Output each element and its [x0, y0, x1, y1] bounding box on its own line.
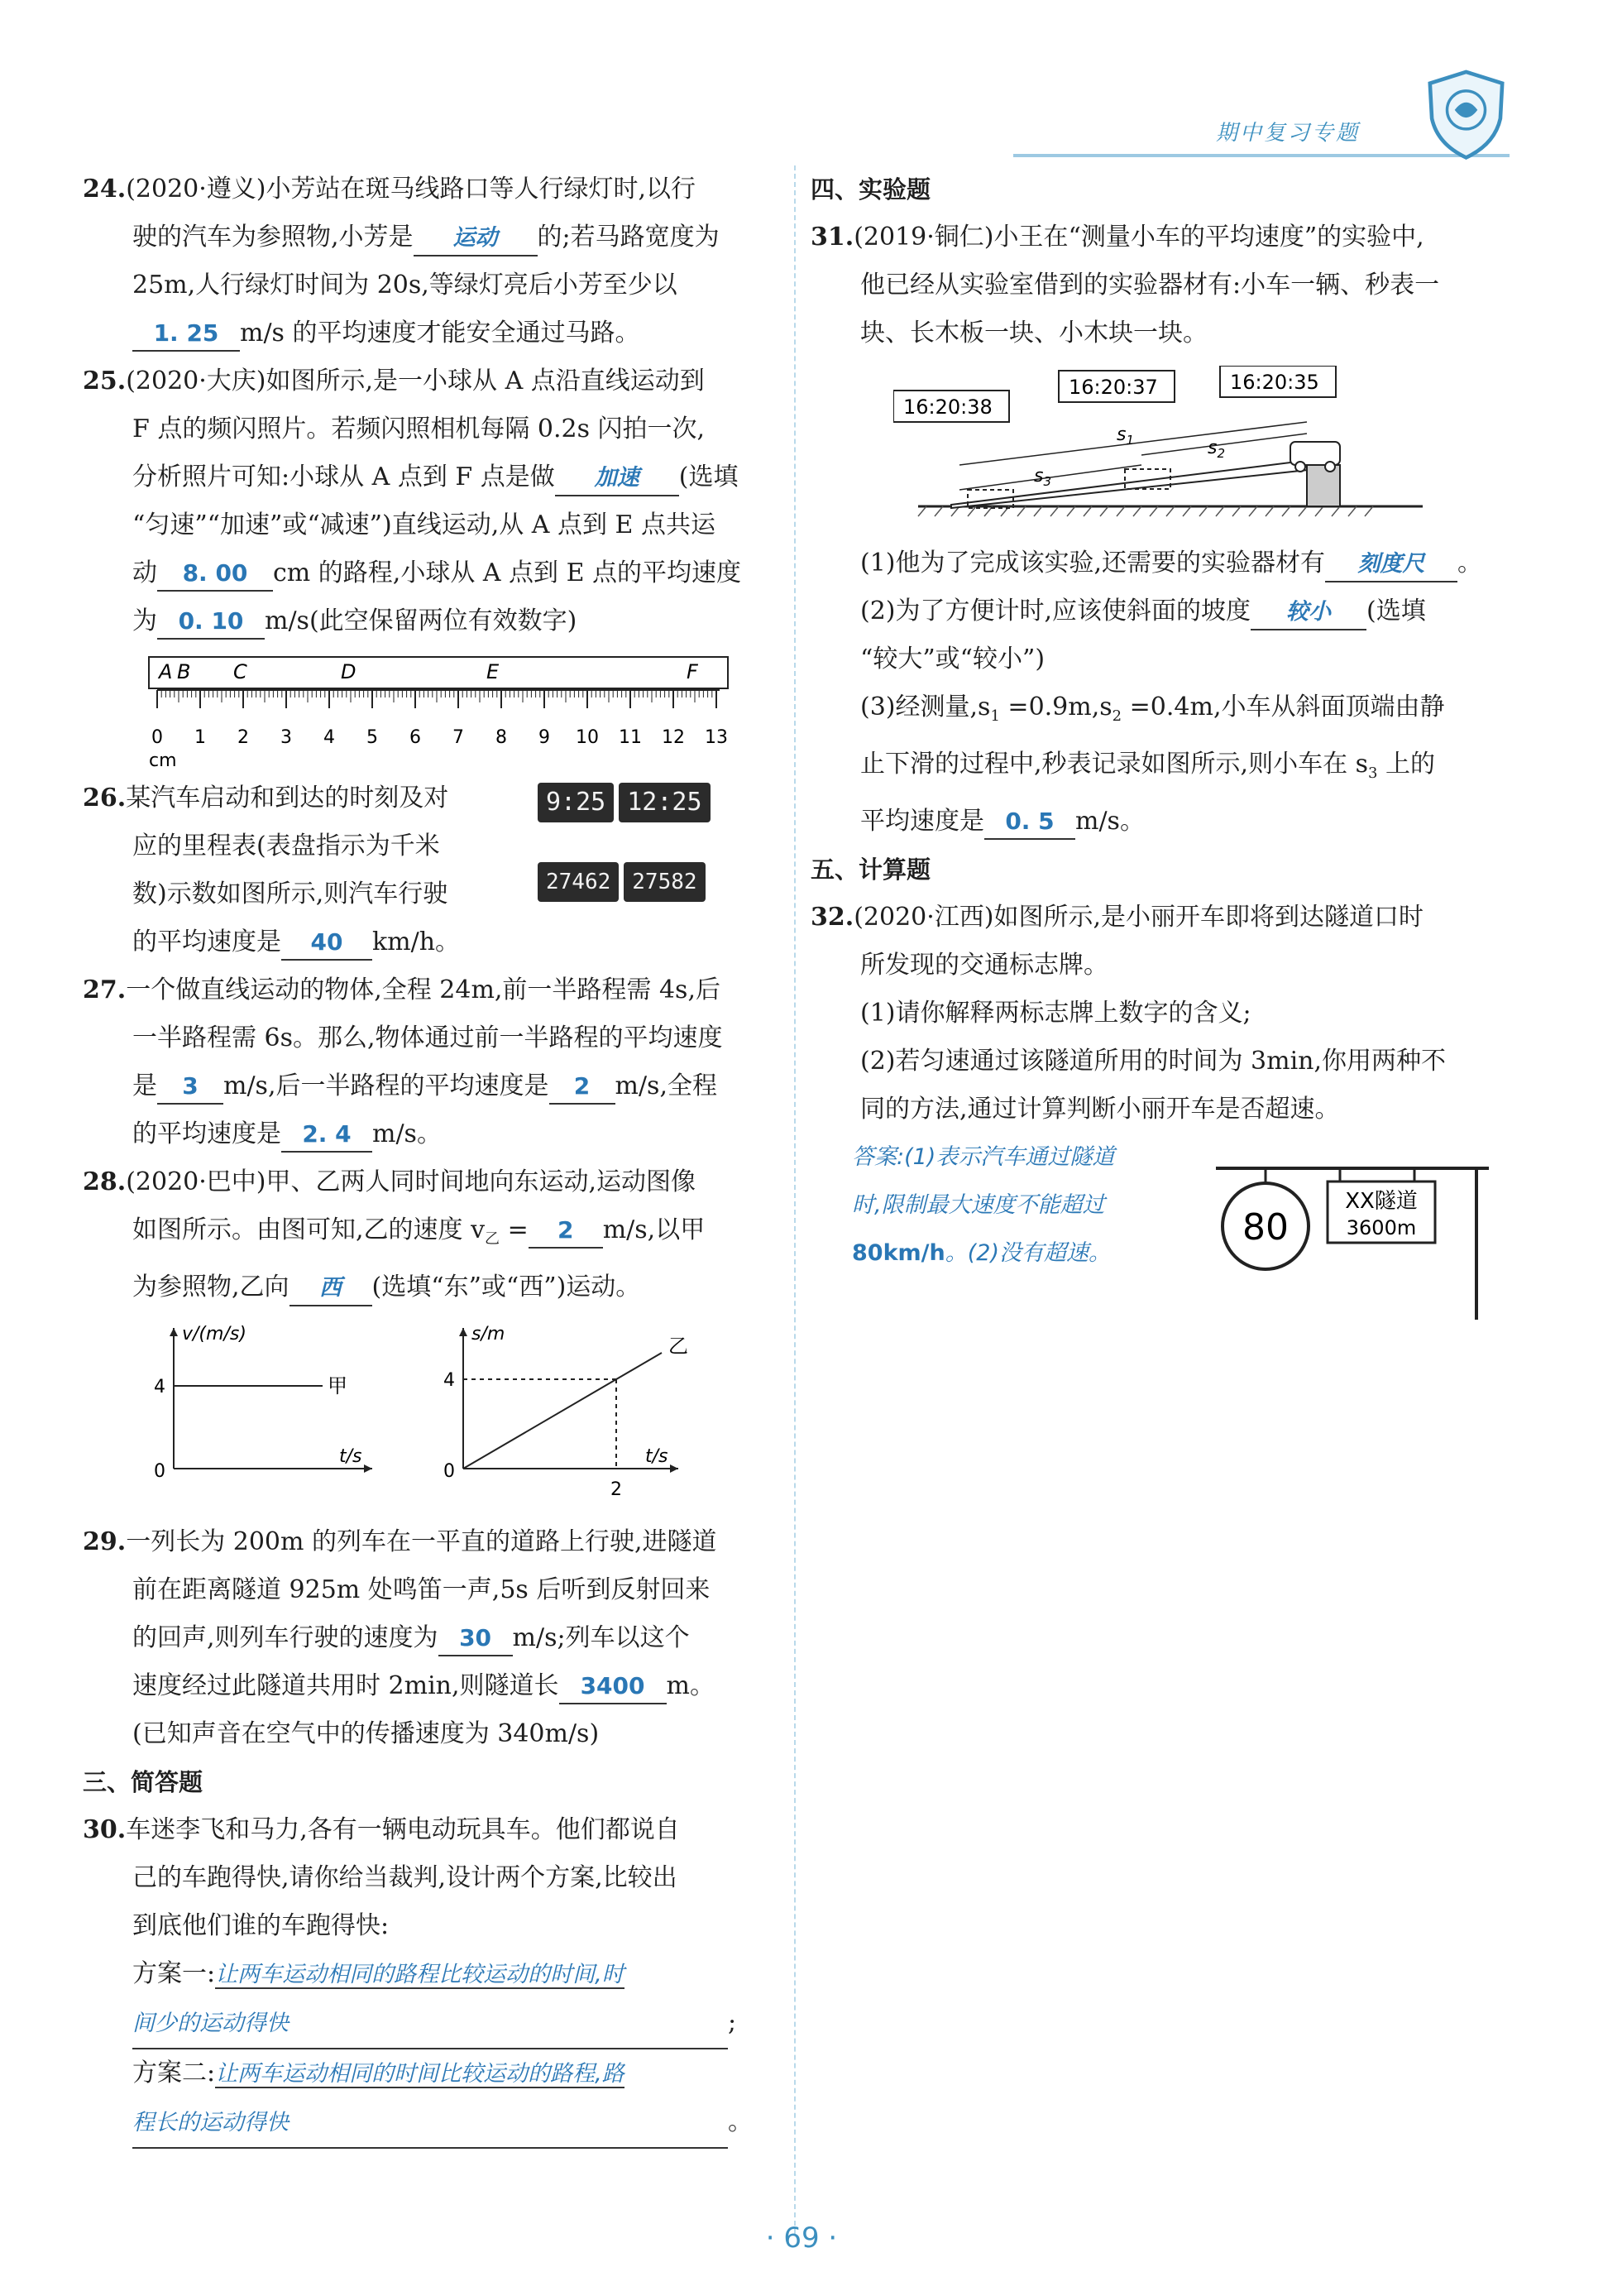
question-28 — [83, 1158, 782, 1518]
q-number: 28. — [83, 1167, 127, 1196]
q-text: m/s;列车以这个 — [512, 1623, 690, 1652]
q-text: 一个做直线运动的物体,全程 24m,前一半路程需 4s,后 — [126, 975, 720, 1004]
header-title: 期中复习专题 — [1216, 121, 1361, 146]
q-text: (2020·遵义)小芳站在斑马线路口等人行绿灯时,以行 — [126, 175, 696, 204]
s3-label: $s_3$ — [1034, 466, 1052, 489]
answer-blank: 刻度尺 — [1325, 548, 1457, 582]
q-text: (2)若匀速通过该隧道所用的时间为 3min,你用两种不 — [860, 1047, 1447, 1076]
section-heading-4: 四、实验题 — [811, 175, 931, 204]
ruler-number: 6 — [409, 727, 421, 748]
timer-label: 16:20:38 — [903, 395, 993, 419]
q-text: 如图所示。由图可知,乙的速度 v — [132, 1215, 486, 1244]
timer-label: 16:20:37 — [1069, 376, 1158, 399]
answer-blank: 加速 — [555, 462, 679, 496]
q-text: (2020·江西)如图所示,是小丽开车即将到达隧道口时 — [854, 903, 1424, 932]
traffic-signs — [1208, 1158, 1505, 1324]
q-text: (2020·大庆)如图所示,是一小球从 A 点沿直线运动到 — [126, 367, 705, 395]
q-text: km/h。 — [372, 928, 461, 956]
point-label: E — [486, 660, 500, 683]
start-clock: 9:25 — [538, 783, 614, 822]
q-text: 速度经过此隧道共用时 2min,则隧道长 — [132, 1671, 559, 1700]
ruler-number: 3 — [280, 727, 292, 748]
tunnel-length: 3600m — [1346, 1216, 1417, 1239]
ruler-number: 13 — [705, 727, 728, 748]
q32-answer — [811, 1134, 1191, 1277]
shield-logo-icon — [1419, 66, 1514, 161]
q-text: 应的里程表(表盘指示为千米 — [132, 832, 440, 860]
tick-label: 2 — [610, 1479, 622, 1500]
q-text: ; — [728, 2008, 737, 2037]
q-text: 止下滑的过程中,秒表记录如图所示,则小车在 s — [860, 750, 1369, 779]
q-text: F 点的频闪照片。若频闪照相机每隔 0.2s 闪拍一次, — [132, 415, 706, 443]
q-text: 的回声,则列车行驶的速度为 — [132, 1623, 438, 1652]
answer-text: 时,限制最大速度不能超过 — [852, 1192, 1105, 1218]
q-number: 29. — [83, 1527, 127, 1556]
q-text: “匀速”“加速”或“减速”)直线运动,从 A 点到 E 点共运 — [132, 510, 715, 539]
ruler-number: 7 — [452, 727, 464, 748]
origin-label: 0 — [154, 1461, 165, 1482]
answer-blank: 2. 4 — [281, 1118, 372, 1153]
point-label: F — [687, 660, 698, 683]
answer-text: 80km/h — [852, 1240, 945, 1266]
q-text: 是 — [132, 1071, 157, 1100]
q-text: 前在距离隧道 925m 处鸣笛一声,5s 后听到反射回来 — [132, 1575, 711, 1604]
q-text: 上的 — [1377, 750, 1436, 779]
q-text: (2020·巴中)甲、乙两人同时间地向东运动,运动图像 — [126, 1167, 696, 1196]
left-column — [83, 165, 782, 2149]
q-text: 块、长木板一块、小木块一块。 — [860, 319, 1208, 348]
q-text: m/s,后一半路程的平均速度是 — [223, 1071, 549, 1100]
q-number: 25. — [83, 367, 127, 395]
column-divider — [794, 165, 796, 2234]
q-text: 一半路程需 6s。那么,物体通过前一半路程的平均速度 — [132, 1023, 723, 1052]
ruler-number: 4 — [323, 727, 335, 748]
q-text: (选填“东”或“西”)运动。 — [371, 1273, 641, 1301]
s-t-graph — [443, 1324, 688, 1500]
axis-label: v/(m/s) — [182, 1324, 246, 1345]
timer-label: 16:20:35 — [1230, 371, 1319, 394]
q-text: m/s(此空保留两位有效数字) — [265, 606, 577, 635]
answer-blank: 运动 — [414, 222, 538, 256]
q-text: m/s,以甲 — [602, 1215, 706, 1244]
yi-line — [463, 1353, 662, 1469]
q-text: 一列长为 200m 的列车在一平直的道路上行驶,进隧道 — [126, 1527, 717, 1556]
q-text: m/s 的平均速度才能安全通过马路。 — [240, 319, 640, 348]
ruler-number: 2 — [237, 727, 249, 748]
answer-blank: 3400 — [559, 1670, 667, 1704]
q-number: 26. — [83, 784, 127, 812]
tick-label: 4 — [154, 1377, 165, 1397]
q-text: 动 — [132, 558, 157, 587]
question-27 — [83, 966, 782, 1158]
q-text: 车迷李飞和马力,各有一辆电动玩具车。他们都说自 — [126, 1815, 680, 1844]
tunnel-name: XX隧道 — [1345, 1189, 1418, 1214]
answer-blank: 较小 — [1251, 596, 1366, 630]
tick-label: 4 — [443, 1370, 455, 1391]
point-label: A — [159, 660, 173, 683]
speed-limit-value: 80 — [1242, 1206, 1289, 1249]
motion-graphs — [83, 1311, 782, 1518]
ruler-number: 5 — [366, 727, 378, 748]
ruler-number: 12 — [662, 727, 685, 748]
wood-block — [1307, 465, 1340, 506]
ruler-number: 0 — [151, 727, 163, 748]
q-text: = — [500, 1215, 529, 1244]
axis-label: t/s — [645, 1446, 668, 1467]
s1-label: $s_1$ — [1117, 424, 1135, 448]
q-number: 24. — [83, 175, 127, 204]
answer-blank: 8. 00 — [157, 557, 273, 592]
q-text: 数)示数如图所示,则汽车行驶 — [132, 880, 448, 908]
clock-odometer-figure — [538, 783, 786, 908]
end-odometer: 27582 — [624, 862, 705, 902]
plan-1-answer-cont: 间少的运动得快 — [132, 2000, 728, 2049]
answer-blank: 40 — [281, 926, 372, 961]
q-text: =0.9m,s — [999, 693, 1113, 721]
q-text: 同的方法,通过计算判断小丽开车是否超速。 — [860, 1095, 1340, 1124]
q-text: 到底他们谁的车跑得快: — [132, 1911, 390, 1940]
plan-2-answer: 让两车运动相同的时间比较运动的路程,路 — [215, 2061, 624, 2087]
plan-label: 方案一: — [132, 1959, 216, 1988]
q-text: 25m,人行绿灯时间为 20s,等绿灯亮后小芳至少以 — [132, 271, 677, 300]
q-text: 为 — [132, 606, 157, 635]
series-label: 甲 — [328, 1374, 347, 1397]
q-text: m/s,全程 — [615, 1071, 717, 1100]
question-30 — [83, 1806, 782, 2149]
question-26 — [83, 774, 782, 966]
ruler-number: 9 — [538, 727, 550, 748]
question-24 — [83, 165, 782, 357]
q-number: 30. — [83, 1815, 127, 1844]
q-text: 。 — [1457, 549, 1483, 578]
series-label: 乙 — [668, 1335, 688, 1358]
point-label: C — [233, 660, 247, 683]
answer-text: 答案:(1)表示汽车通过隧道 — [852, 1144, 1115, 1170]
ruler-figure — [141, 650, 786, 774]
plan-2-answer-cont: 程长的运动得快 — [132, 2099, 728, 2149]
q-text: (选填 — [1366, 597, 1426, 626]
q-text: 平均速度是 — [860, 807, 984, 836]
q-text: 己的车跑得快,请你给当裁判,设计两个方案,比较出 — [132, 1863, 677, 1892]
q-text: m/s。 — [372, 1119, 442, 1148]
question-25 — [83, 357, 782, 774]
answer-blank: 2 — [529, 1214, 603, 1249]
q-text: 。 — [728, 2107, 753, 2136]
q-subscript: 乙 — [485, 1230, 500, 1248]
q-text: (2)为了方便计时,应该使斜面的坡度 — [860, 597, 1251, 626]
answer-text: 。(2)没有超速。 — [945, 1240, 1111, 1266]
answer-blank: 30 — [438, 1622, 513, 1656]
ruler-number: 1 — [194, 727, 206, 748]
q-text: (2019·铜仁)小王在“测量小车的平均速度”的实验中, — [854, 223, 1424, 252]
question-32 — [811, 894, 1505, 1277]
question-29 — [83, 1518, 782, 1758]
s2-label: $s_2$ — [1208, 438, 1226, 461]
q-text: 的;若马路宽度为 — [537, 223, 720, 252]
q-text: m/s。 — [1075, 807, 1145, 836]
q-text: 他已经从实验室借到的实验器材有:小车一辆、秒表一 — [860, 271, 1440, 300]
q-text: 驶的汽车为参照物,小芳是 — [132, 223, 414, 252]
q-subscript: 3 — [1368, 765, 1378, 782]
end-clock: 12:25 — [619, 783, 710, 822]
section-heading-5: 五、计算题 — [811, 856, 931, 884]
point-label: D — [341, 660, 356, 683]
q-number: 31. — [811, 223, 854, 252]
origin-label: 0 — [443, 1461, 455, 1482]
plan-label: 方案二: — [132, 2059, 216, 2087]
q-text: 为参照物,乙向 — [132, 1273, 289, 1301]
ruler-numbers — [151, 727, 728, 748]
q-text: =0.4m,小车从斜面顶端由静 — [1122, 693, 1445, 721]
q-number: 32. — [811, 903, 854, 932]
ruler-unit: cm — [149, 750, 177, 771]
axis-label: s/m — [471, 1324, 505, 1345]
q-subscript: 2 — [1112, 707, 1122, 725]
answer-blank: 3 — [157, 1070, 223, 1105]
q-subscript: 1 — [990, 707, 1000, 725]
right-column — [811, 165, 1505, 1277]
answer-blank: 0. 10 — [157, 605, 265, 640]
q-text: 分析照片可知:小球从 A 点到 F 点是做 — [132, 463, 555, 491]
ruler-number: 8 — [495, 727, 507, 748]
q-text: 的平均速度是 — [132, 928, 281, 956]
point-label: B — [177, 660, 191, 683]
q-number: 27. — [83, 975, 127, 1004]
section-heading-3: 三、简答题 — [83, 1768, 203, 1796]
q-text: (1)请你解释两标志牌上数字的含义; — [860, 999, 1251, 1028]
q-text: m。 — [666, 1671, 715, 1700]
q-text: 某汽车启动和到达的时刻及对 — [126, 784, 449, 812]
plan-1-answer: 让两车运动相同的路程比较运动的时间,时 — [215, 1962, 624, 1987]
page-number: · 69 · — [765, 2222, 838, 2255]
answer-blank: 1. 25 — [132, 317, 240, 352]
q-text: 的平均速度是 — [132, 1119, 281, 1148]
answer-blank: 0. 5 — [984, 805, 1075, 840]
q-text: (已知声音在空气中的传播速度为 340m/s) — [132, 1719, 600, 1748]
q-text: cm 的路程,小球从 A 点到 E 点的平均速度 — [273, 558, 742, 587]
q-text: (3)经测量,s — [860, 693, 991, 721]
ruler-number: 11 — [619, 727, 642, 748]
q-text: “较大”或“较小”) — [860, 645, 1046, 673]
answer-blank: 2 — [549, 1070, 615, 1105]
ruler-number: 10 — [576, 727, 599, 748]
q-text: (选填 — [678, 463, 739, 491]
ruler-ticks — [157, 690, 716, 708]
start-odometer: 27462 — [538, 862, 619, 902]
v-t-graph — [154, 1324, 372, 1482]
q-text: (1)他为了完成该实验,还需要的实验器材有 — [860, 549, 1326, 578]
incline-figure — [893, 366, 1472, 539]
axis-label: t/s — [339, 1446, 362, 1467]
answer-blank: 西 — [289, 1272, 372, 1306]
question-31 — [811, 213, 1505, 846]
q-text: 所发现的交通标志牌。 — [860, 951, 1108, 980]
